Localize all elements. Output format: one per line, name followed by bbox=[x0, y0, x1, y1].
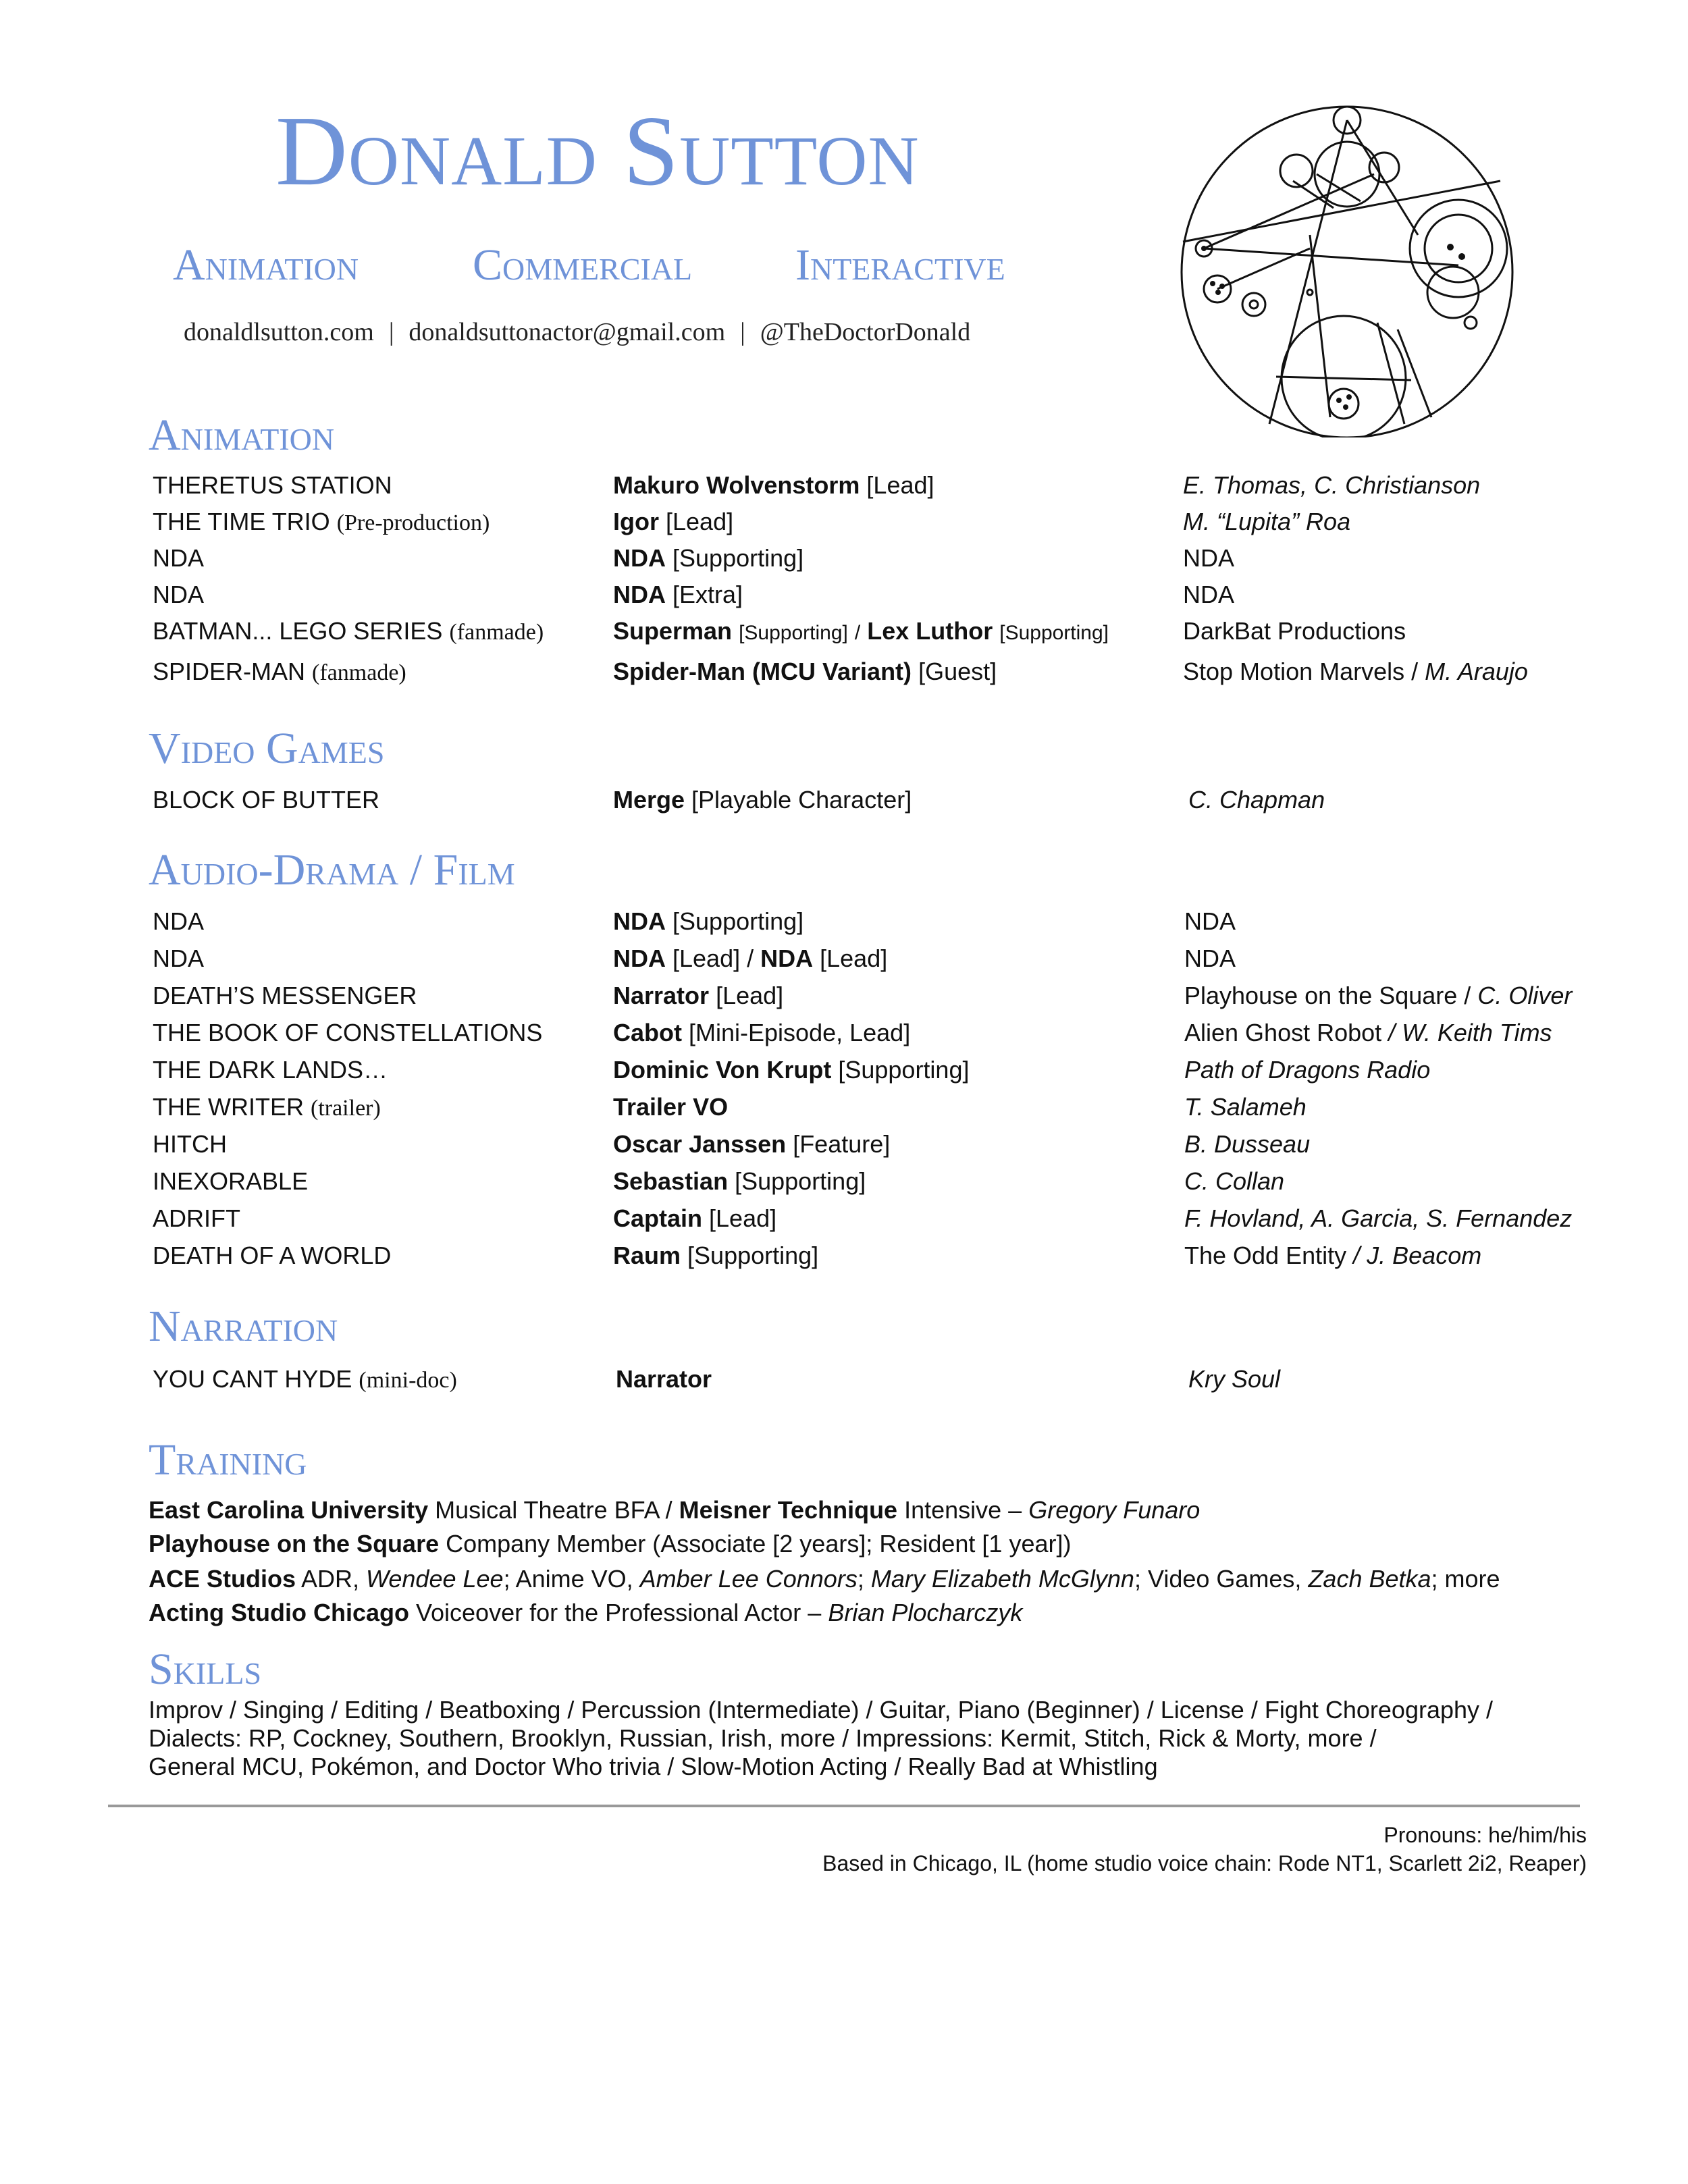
section-title-narration: Narration bbox=[149, 1302, 338, 1351]
credit-row: BLOCK OF BUTTER Merge [Playable Character] C. Chapman bbox=[153, 786, 1325, 814]
email-link[interactable]: donaldsuttonactor@gmail.com bbox=[408, 318, 726, 346]
category-commercial: Commercial bbox=[473, 240, 693, 290]
credit-row: THE DARK LANDS… Dominic Von Krupt [Supporting] Path of Dragons Radio bbox=[153, 1056, 1431, 1084]
credit-row: BATMAN... LEGO SERIES (fanmade) Superman [Supporting] / Lex Luthor [Supporting] DarkBat Productions bbox=[153, 617, 1406, 645]
credit-row: NDA NDA [Supporting] NDA bbox=[153, 544, 1235, 572]
section-title-audio-drama: Audio-Drama / Film bbox=[149, 845, 515, 895]
gallifreyan-seal-icon bbox=[1175, 100, 1526, 437]
training-line: East Carolina University Musical Theatre BFA / Meisner Technique Intensive – Gregory Funaro bbox=[149, 1496, 1201, 1524]
section-title-video-games: Video Games bbox=[149, 724, 385, 773]
credit-row: THE BOOK OF CONSTELLATIONS Cabot [Mini-Episode, Lead] Alien Ghost Robot / W. Keith Tims bbox=[153, 1019, 1552, 1046]
credit-row: THE WRITER (trailer) Trailer VO T. Salameh bbox=[153, 1093, 1307, 1121]
performer-name: Donald Sutton bbox=[275, 96, 920, 207]
credit-row: NDA NDA [Lead] / NDA [Lead] NDA bbox=[153, 944, 1236, 972]
credit-row: INEXORABLE Sebastian [Supporting] C. Collan bbox=[153, 1167, 1285, 1195]
pronouns: Pronouns: he/him/his bbox=[1383, 1823, 1587, 1847]
credit-row: THE TIME TRIO (Pre-production) Igor [Lead] M. “Lupita” Roa bbox=[153, 508, 1351, 535]
contact-separator: | bbox=[388, 318, 394, 346]
location-note: Based in Chicago, IL (home studio voice chain: Rode NT1, Scarlett 2i2, Reaper) bbox=[822, 1851, 1587, 1875]
section-title-training: Training bbox=[149, 1435, 307, 1485]
training-line: Playhouse on the Square Company Member (Associate [2 years]; Resident [1 year]) bbox=[149, 1530, 1072, 1557]
skills-line: Improv / Singing / Editing / Beatboxing / Percussion (Intermediate) / Guitar, Piano (Beginner) / License / Fight Choreography / bbox=[149, 1696, 1494, 1724]
credit-row: ADRIFT Captain [Lead] F. Hovland, A. Garcia, S. Fernandez bbox=[153, 1204, 1573, 1232]
credit-row: DEATH OF A WORLD Raum [Supporting] The Odd Entity / J. Beacom bbox=[153, 1242, 1482, 1269]
training-line: ACE Studios ADR, Wendee Lee; Anime VO, Amber Lee Connors; Mary Elizabeth McGlynn; Video Games, Zach Betka; more bbox=[149, 1565, 1500, 1593]
divider bbox=[108, 1805, 1580, 1807]
category-interactive: Interactive bbox=[795, 240, 1005, 290]
credit-row: YOU CANT HYDE (mini-doc) Narrator Kry Soul bbox=[153, 1365, 1281, 1393]
website-link[interactable]: donaldlsutton.com bbox=[184, 318, 374, 346]
credit-row: SPIDER-MAN (fanmade) Spider-Man (MCU Variant) [Guest] Stop Motion Marvels / M. Araujo bbox=[153, 658, 1528, 685]
skills-line: Dialects: RP, Cockney, Southern, Brooklyn, Russian, Irish, more / Impressions: Kermit, Stitch, Rick & Morty, more / bbox=[149, 1724, 1377, 1752]
training-line: Acting Studio Chicago Voiceover for the Professional Actor – Brian Plocharczyk bbox=[149, 1599, 1023, 1626]
category-animation: Animation bbox=[173, 240, 359, 290]
contact-line bbox=[184, 317, 970, 347]
credit-row: NDA NDA [Supporting] NDA bbox=[153, 907, 1236, 935]
credit-row: DEATH’S MESSENGER Narrator [Lead] Playhouse on the Square / C. Oliver bbox=[153, 982, 1573, 1009]
credit-row: HITCH Oscar Janssen [Feature] B. Dusseau bbox=[153, 1130, 1311, 1158]
credit-row: THERETUS STATION Makuro Wolvenstorm [Lead] E. Thomas, C. Christianson bbox=[153, 471, 1481, 499]
skills-line: General MCU, Pokémon, and Doctor Who trivia / Slow-Motion Acting / Really Bad at Whistling bbox=[149, 1753, 1158, 1780]
section-title-animation: Animation bbox=[149, 410, 335, 460]
credit-row: NDA NDA [Extra] NDA bbox=[153, 581, 1235, 608]
section-title-skills: Skills bbox=[149, 1645, 262, 1694]
contact-separator: | bbox=[740, 318, 745, 346]
social-handle-link[interactable]: @TheDoctorDonald bbox=[760, 318, 971, 346]
